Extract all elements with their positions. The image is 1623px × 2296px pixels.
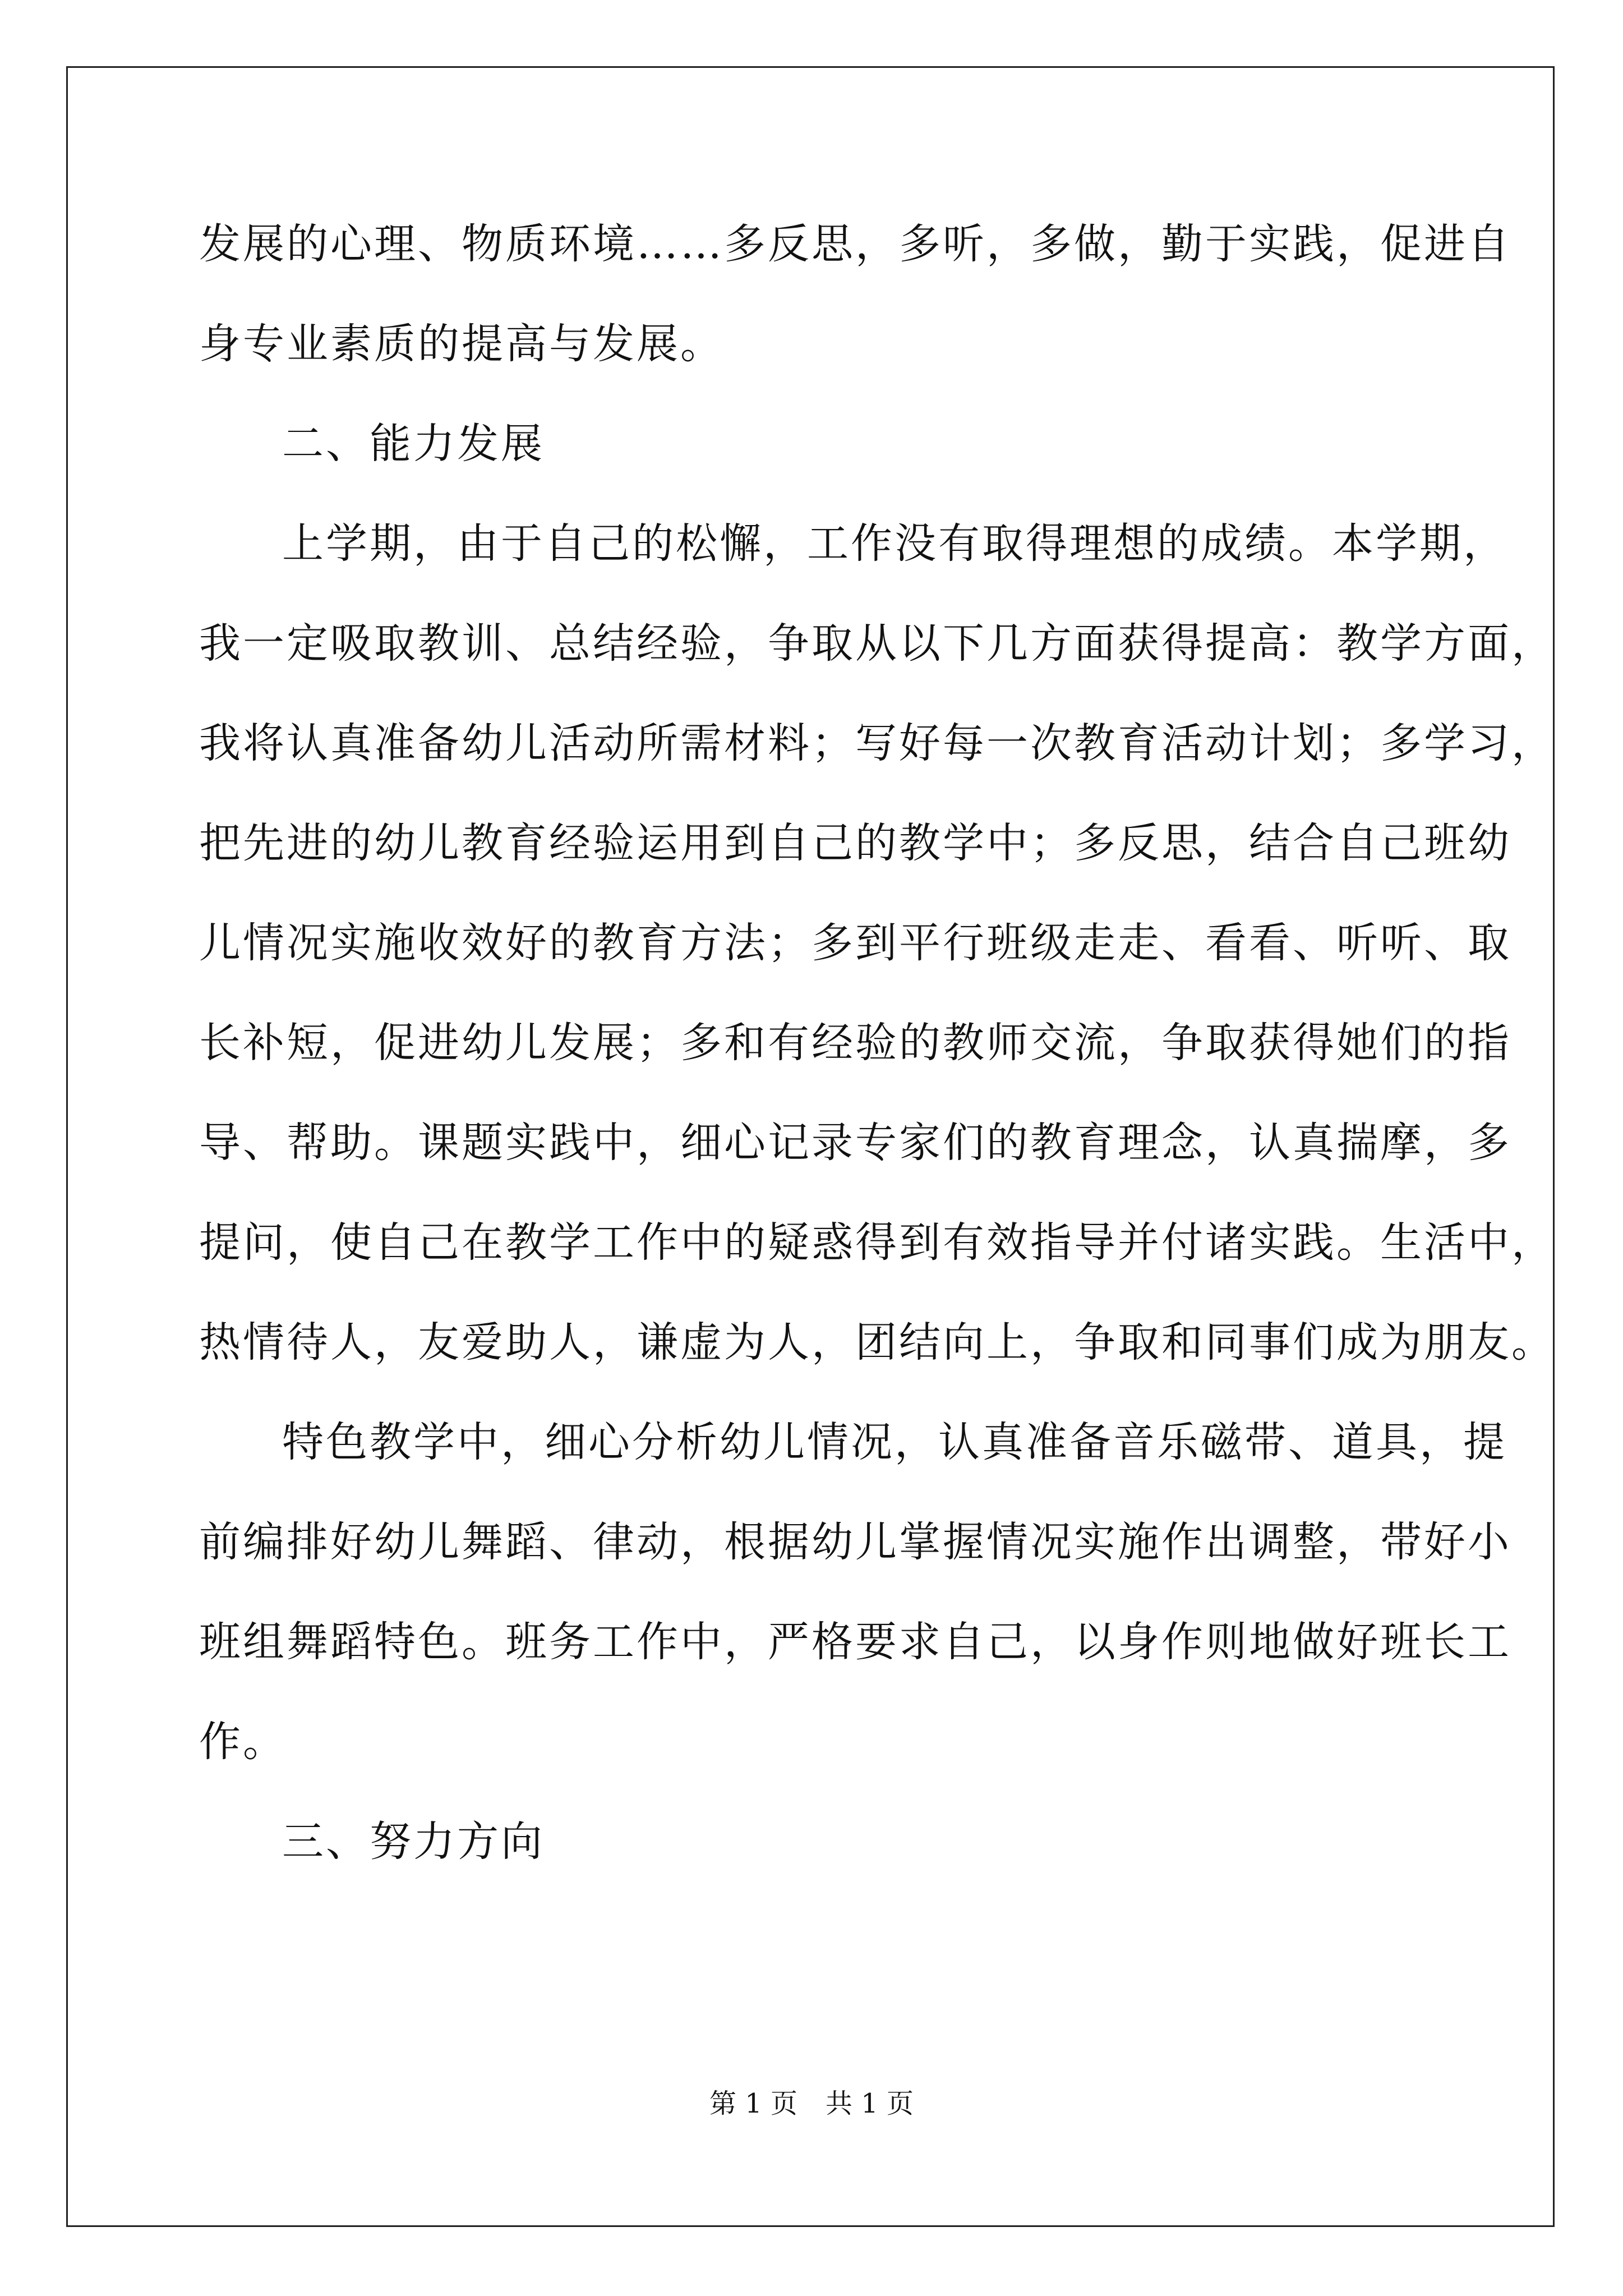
page-number: 第 1 页: [709, 2088, 797, 2119]
text-line: 导、帮助。课题实践中，细心记录专家们的教育理念，认真揣摩，多: [199, 1119, 1511, 1167]
section-heading: 二、能力发展: [282, 420, 545, 468]
text-line: 作。: [199, 1718, 287, 1766]
text-line: 我一定吸取教训、总结经验，争取从以下几方面获得提高：教学方面，: [199, 619, 1555, 668]
page-total: 共 1 页: [826, 2088, 914, 2119]
text-line: 前编排好幼儿舞蹈、律动，根据幼儿掌握情况实施作出调整，带好小: [199, 1518, 1511, 1566]
text-line: 长补短，促进幼儿发展；多和有经验的教师交流，争取获得她们的指: [199, 1019, 1511, 1067]
text-line: 热情待人，友爱助人，谦虚为人，团结向上，争取和同事们成为朋友。: [199, 1318, 1555, 1366]
text-line: 我将认真准备幼儿活动所需材料；写好每一次教育活动计划；多学习，: [199, 719, 1555, 767]
section-heading: 三、努力方向: [282, 1818, 545, 1866]
page-footer: [0, 2087, 1623, 2120]
text-line: 提问，使自己在教学工作中的疑惑得到有效指导并付诸实践。生活中，: [199, 1218, 1555, 1267]
text-line: 班组舞蹈特色。班务工作中，严格要求自己，以身作则地做好班长工: [199, 1618, 1511, 1666]
text-line: 特色教学中，细心分析幼儿情况，认真准备音乐磁带、道具，提: [282, 1418, 1507, 1466]
text-line: 发展的心理、物质环境……多反思，多听，多做，勤于实践，促进自: [199, 220, 1511, 268]
text-line: 上学期，由于自己的松懈，工作没有取得理想的成绩。本学期，: [282, 519, 1507, 568]
text-line: 把先进的幼儿教育经验运用到自己的教学中；多反思，结合自己班幼: [199, 819, 1511, 867]
text-line: 儿情况实施收效好的教育方法；多到平行班级走走、看看、听听、取: [199, 919, 1511, 967]
text-line: 身专业素质的提高与发展。: [199, 320, 724, 368]
